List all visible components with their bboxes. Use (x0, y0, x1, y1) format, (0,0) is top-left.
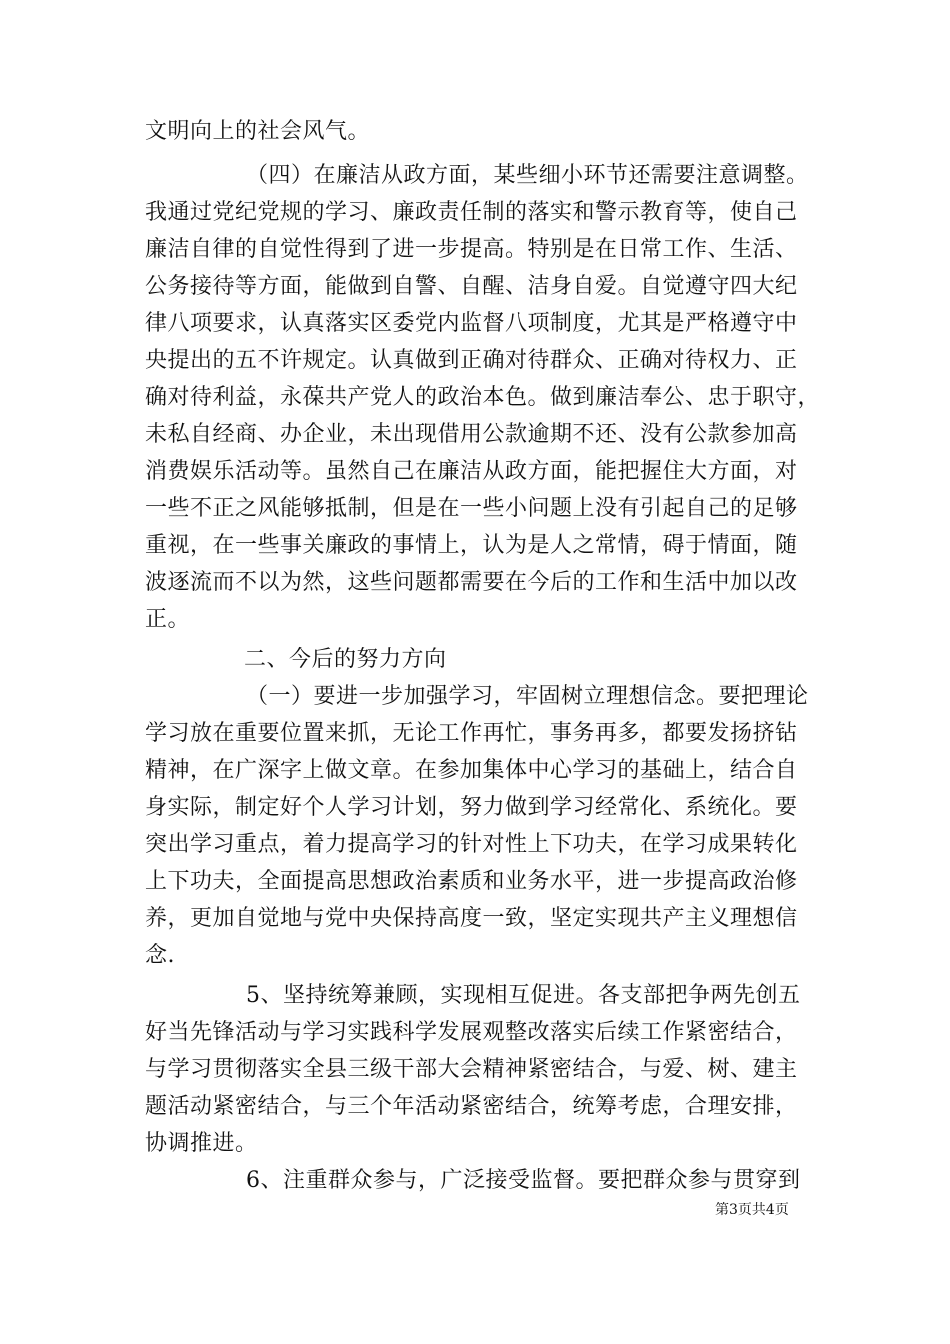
text-line: 好当先锋活动与学习实践科学发展观整改落实后续工作紧密结合， (145, 1020, 798, 1045)
page-number-footer: 第3页共4页 (715, 1202, 789, 1218)
text-line: 确对待利益，永葆共产党人的政治本色。做到廉洁奉公、忠于职守， (145, 385, 821, 410)
text-line: 题活动紧密结合，与三个年活动紧密结合，统筹考虑，合理安排， (145, 1094, 798, 1119)
text-line: 身实际，制定好个人学习计划，努力做到学习经常化、系统化。要 (145, 795, 798, 820)
subsection-heading: 6、注重群众参与，广泛接受监督。要把群众参与贯穿到 (246, 1168, 801, 1193)
text-line: 养，更加自觉地与党中央保持高度一致，坚定实现共产主义理想信 (145, 906, 798, 931)
text-line: 重视，在一些事关廉政的事情上，认为是人之常情，碍于情面，随 (145, 533, 798, 558)
text-line: 消费娱乐活动等。虽然自己在廉洁从政方面，能把握住大方面，对 (145, 459, 798, 484)
text-line: 念. (145, 943, 175, 968)
section-heading: 二、今后的努力方向 (244, 647, 447, 672)
text-line: 央提出的五不许规定。认真做到正确对待群众、正确对待权力、正 (145, 348, 798, 373)
text-line: 律八项要求，认真落实区委党内监督八项制度，尤其是严格遵守中 (145, 311, 798, 336)
text-line: 未私自经商、办企业，未出现借用公款逾期不还、没有公款参加高 (145, 422, 798, 447)
text-line: 波逐流而不以为然，这些问题都需要在今后的工作和生活中加以改 (145, 570, 798, 595)
text-line: 精神，在广深字上做文章。在参加集体中心学习的基础上，结合自 (145, 758, 798, 783)
text-line: 文明向上的社会风气。 (145, 119, 371, 144)
text-line: 突出学习重点，着力提高学习的针对性上下功夫，在学习成果转化 (145, 832, 798, 857)
text-line: 廉洁自律的自觉性得到了进一步提高。特别是在日常工作、生活、 (145, 237, 798, 262)
text-line: 一些不正之风能够抵制，但是在一些小问题上没有引起自己的足够 (145, 496, 798, 521)
subsection-heading: （一）要进一步加强学习，牢固树立理想信念。要把理论 (246, 684, 809, 709)
text-line: 与学习贯彻落实全县三级干部大会精神紧密结合，与爱、树、建主 (145, 1057, 798, 1082)
subsection-heading: 5、坚持统筹兼顾，实现相互促进。各支部把争两先创五 (246, 983, 801, 1008)
section-heading: （四）在廉洁从政方面，某些细小环节还需要注意调整。 (246, 163, 809, 188)
text-line: 协调推进。 (145, 1131, 258, 1156)
text-line: 正。 (145, 607, 191, 632)
text-line: 学习放在重要位置来抓，无论工作再忙，事务再多，都要发扬挤钻 (145, 721, 798, 746)
text-line: 上下功夫，全面提高思想政治素质和业务水平，进一步提高政治修 (145, 869, 798, 894)
text-line: 公务接待等方面，能做到自警、自醒、洁身自爱。自觉遵守四大纪 (145, 274, 798, 299)
text-line: 我通过党纪党规的学习、廉政责任制的落实和警示教育等，使自己 (145, 200, 798, 225)
